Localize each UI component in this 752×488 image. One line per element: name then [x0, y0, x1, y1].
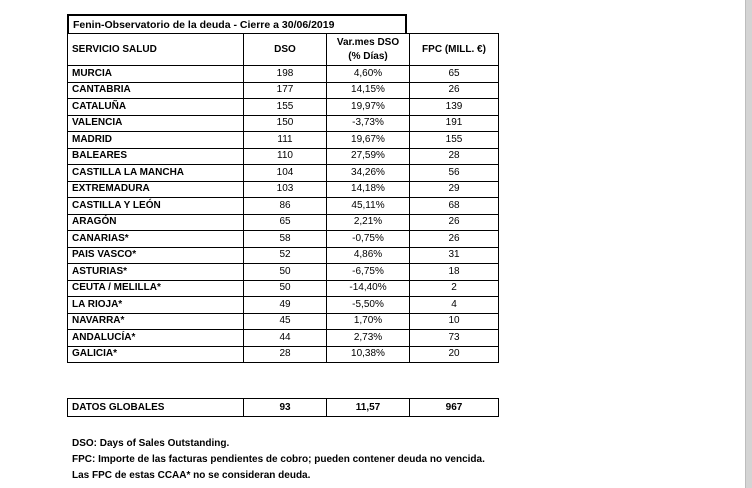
- footnote-dso: DSO: Days of Sales Outstanding.: [72, 438, 230, 449]
- row-var-dso: 2,73%: [327, 330, 410, 347]
- row-dso: 155: [244, 99, 327, 116]
- row-fpc: 68: [410, 198, 499, 215]
- header-fpc: FPC (MILL. €): [410, 34, 499, 66]
- table-row: [68, 132, 499, 149]
- row-dso: 50: [244, 280, 327, 297]
- header-var-line2: (% Días): [348, 50, 388, 62]
- totals-fpc: 967: [410, 399, 499, 417]
- row-servicio: VALENCIA: [68, 115, 244, 132]
- totals-label: DATOS GLOBALES: [68, 399, 244, 417]
- row-var-dso: 1,70%: [327, 313, 410, 330]
- row-var-dso: -6,75%: [327, 264, 410, 281]
- row-var-dso: -5,50%: [327, 297, 410, 314]
- row-servicio: EXTREMADURA: [68, 181, 244, 198]
- table-row: [68, 330, 499, 347]
- row-fpc: 26: [410, 82, 499, 99]
- header-var-line1: Var.mes DSO: [336, 36, 400, 48]
- table-row: [68, 181, 499, 198]
- row-servicio: ANDALUCÍA*: [68, 330, 244, 347]
- table-row: [68, 346, 499, 363]
- row-var-dso: 4,60%: [327, 66, 410, 83]
- table-row: [68, 148, 499, 165]
- row-fpc: 20: [410, 346, 499, 363]
- row-fpc: 139: [410, 99, 499, 116]
- row-dso: 104: [244, 165, 327, 182]
- row-fpc: 26: [410, 231, 499, 248]
- row-var-dso: 27,59%: [327, 148, 410, 165]
- row-servicio: MADRID: [68, 132, 244, 149]
- table-row: [68, 280, 499, 297]
- row-dso: 52: [244, 247, 327, 264]
- row-var-dso: 19,97%: [327, 99, 410, 116]
- debt-table: [67, 33, 499, 363]
- row-servicio: CANARIAS*: [68, 231, 244, 248]
- header-var-dso: [327, 34, 410, 66]
- table-row: [68, 165, 499, 182]
- row-dso: 198: [244, 66, 327, 83]
- row-servicio: GALICIA*: [68, 346, 244, 363]
- table-row: [68, 82, 499, 99]
- row-servicio: LA RIOJA*: [68, 297, 244, 314]
- row-dso: 110: [244, 148, 327, 165]
- row-var-dso: 14,18%: [327, 181, 410, 198]
- row-var-dso: -14,40%: [327, 280, 410, 297]
- row-fpc: 29: [410, 181, 499, 198]
- table-row: [68, 297, 499, 314]
- row-servicio: CASTILLA LA MANCHA: [68, 165, 244, 182]
- row-dso: 44: [244, 330, 327, 347]
- row-var-dso: 4,86%: [327, 247, 410, 264]
- table-row: [68, 247, 499, 264]
- row-var-dso: 2,21%: [327, 214, 410, 231]
- row-var-dso: -0,75%: [327, 231, 410, 248]
- row-fpc: 191: [410, 115, 499, 132]
- row-fpc: 4: [410, 297, 499, 314]
- row-servicio: CANTABRIA: [68, 82, 244, 99]
- table-header-row: [68, 34, 499, 66]
- row-fpc: 155: [410, 132, 499, 149]
- row-var-dso: 45,11%: [327, 198, 410, 215]
- footnote-ccaa: Las FPC de estas CCAA* no se consideran deuda.: [72, 470, 311, 481]
- row-servicio: ARAGÓN: [68, 214, 244, 231]
- row-var-dso: 10,38%: [327, 346, 410, 363]
- row-fpc: 28: [410, 148, 499, 165]
- row-fpc: 18: [410, 264, 499, 281]
- row-servicio: NAVARRA*: [68, 313, 244, 330]
- row-dso: 50: [244, 264, 327, 281]
- row-servicio: PAIS VASCO*: [68, 247, 244, 264]
- window-edge-scrollbar[interactable]: [745, 0, 752, 488]
- table-row: [68, 313, 499, 330]
- row-fpc: 10: [410, 313, 499, 330]
- row-var-dso: -3,73%: [327, 115, 410, 132]
- row-var-dso: 14,15%: [327, 82, 410, 99]
- row-servicio: CATALUÑA: [68, 99, 244, 116]
- totals-table: [67, 398, 499, 417]
- row-dso: 150: [244, 115, 327, 132]
- table-row: [68, 99, 499, 116]
- row-var-dso: 19,67%: [327, 132, 410, 149]
- row-servicio: CEUTA / MELILLA*: [68, 280, 244, 297]
- row-fpc: 26: [410, 214, 499, 231]
- totals-dso: 93: [244, 399, 327, 417]
- totals-row: [68, 399, 499, 417]
- row-fpc: 73: [410, 330, 499, 347]
- row-dso: 49: [244, 297, 327, 314]
- row-fpc: 65: [410, 66, 499, 83]
- row-fpc: 56: [410, 165, 499, 182]
- row-dso: 58: [244, 231, 327, 248]
- table-title: Fenin-Observatorio de la deuda - Cierre a 30/06/2019: [67, 14, 407, 33]
- table-row: [68, 66, 499, 83]
- row-fpc: 31: [410, 247, 499, 264]
- row-dso: 45: [244, 313, 327, 330]
- table-row: [68, 198, 499, 215]
- row-var-dso: 34,26%: [327, 165, 410, 182]
- row-dso: 177: [244, 82, 327, 99]
- row-dso: 103: [244, 181, 327, 198]
- table-row: [68, 264, 499, 281]
- table-row: [68, 115, 499, 132]
- footnote-fpc: FPC: Importe de las facturas pendientes de cobro; pueden contener deuda no vencida.: [72, 454, 485, 465]
- row-dso: 86: [244, 198, 327, 215]
- table-row: [68, 214, 499, 231]
- row-servicio: ASTURIAS*: [68, 264, 244, 281]
- row-servicio: BALEARES: [68, 148, 244, 165]
- row-dso: 111: [244, 132, 327, 149]
- row-dso: 65: [244, 214, 327, 231]
- row-servicio: MURCIA: [68, 66, 244, 83]
- row-servicio: CASTILLA Y LEÓN: [68, 198, 244, 215]
- header-servicio: SERVICIO SALUD: [68, 34, 244, 66]
- table-row: [68, 231, 499, 248]
- row-fpc: 2: [410, 280, 499, 297]
- footnotes: [72, 436, 485, 484]
- header-dso: DSO: [244, 34, 327, 66]
- totals-var: 11,57: [327, 399, 410, 417]
- row-dso: 28: [244, 346, 327, 363]
